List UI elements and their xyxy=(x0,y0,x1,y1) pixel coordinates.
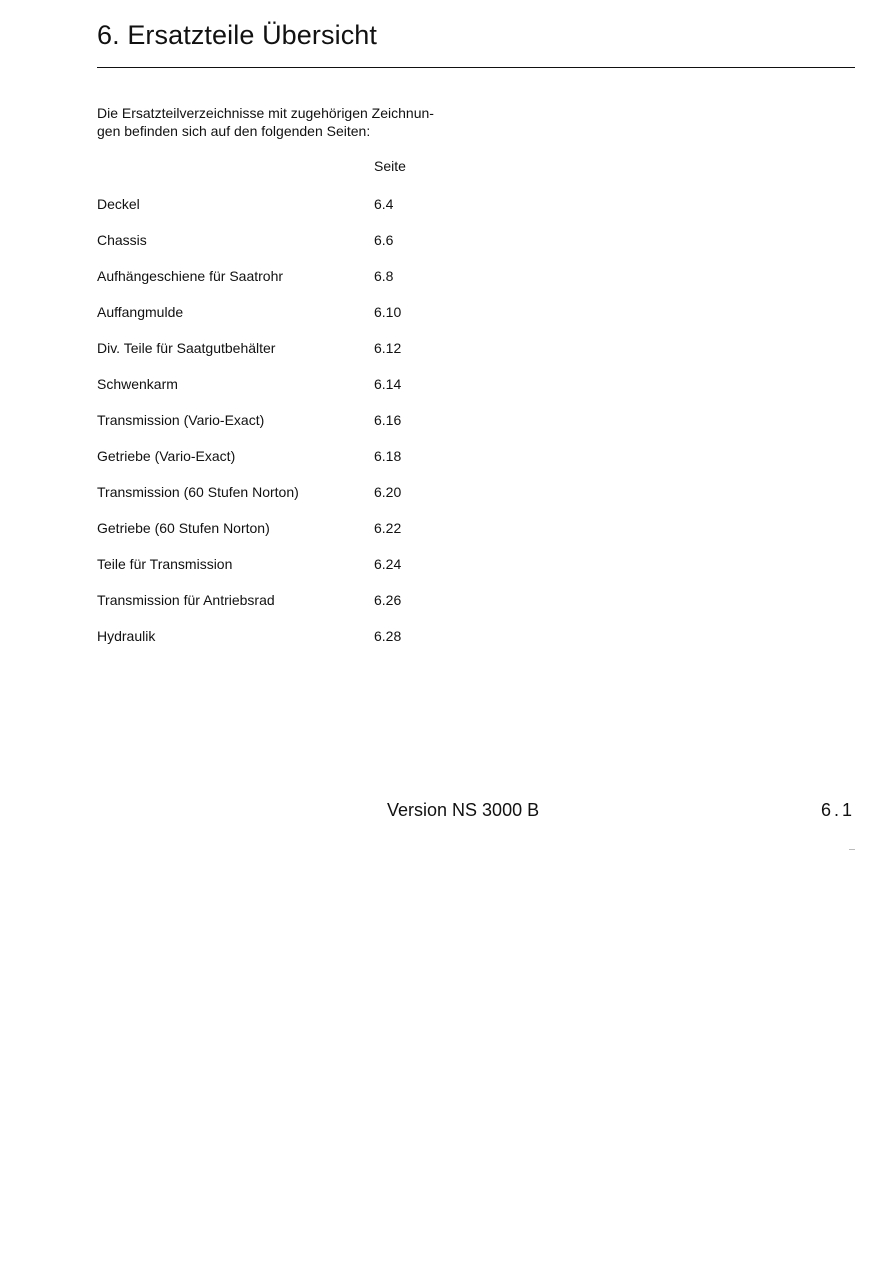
part-page-number: 6.26 xyxy=(374,592,402,608)
parts-row-aufhaengeschiene xyxy=(97,268,497,304)
parts-row-antriebsrad xyxy=(97,592,497,628)
parts-row-deckel xyxy=(97,196,497,232)
part-name: Hydraulik xyxy=(97,628,156,644)
intro-line-2: gen befinden sich auf den folgenden Seiten: xyxy=(97,123,371,139)
part-page-number: 6.24 xyxy=(374,556,402,572)
part-name: Teile für Transmission xyxy=(97,556,233,572)
parts-row-auffangmulde xyxy=(97,304,497,340)
part-page-number: 6.8 xyxy=(374,268,394,284)
part-name: Transmission (Vario-Exact) xyxy=(97,412,265,428)
part-page-number: 6.14 xyxy=(374,376,402,392)
part-page-number: 6.4 xyxy=(374,196,394,212)
part-name: Div. Teile für Saatgutbehälter xyxy=(97,340,276,356)
parts-row-schwenkarm xyxy=(97,376,497,412)
part-name: Getriebe (Vario-Exact) xyxy=(97,448,236,464)
part-page-number: 6.6 xyxy=(374,232,394,248)
part-page-number: 6.20 xyxy=(374,484,402,500)
parts-list xyxy=(97,196,497,664)
part-page-number: 6.10 xyxy=(374,304,402,320)
parts-row-getriebe-norton xyxy=(97,520,497,556)
part-name: Chassis xyxy=(97,232,147,248)
part-name: Aufhängeschiene für Saatrohr xyxy=(97,268,284,284)
part-name: Transmission für Antriebsrad xyxy=(97,592,275,608)
intro-line-1: Die Ersatzteilverzeichnisse mit zugehörigen Zeichnun- xyxy=(97,105,434,121)
part-name: Transmission (60 Stufen Norton) xyxy=(97,484,299,500)
page-title: 6. Ersatzteile Übersicht xyxy=(97,20,378,50)
intro-paragraph xyxy=(97,104,477,140)
footer-mark xyxy=(849,849,855,850)
parts-row-chassis xyxy=(97,232,497,268)
part-name: Deckel xyxy=(97,196,140,212)
part-page-number: 6.12 xyxy=(374,340,402,356)
parts-row-transmission-vario xyxy=(97,412,497,448)
parts-row-saatgutbehaelter xyxy=(97,340,497,376)
part-page-number: 6.22 xyxy=(374,520,402,536)
part-page-number: 6.16 xyxy=(374,412,402,428)
parts-row-getriebe-vario xyxy=(97,448,497,484)
part-page-number: 6.18 xyxy=(374,448,402,464)
footer-page-number: 6.1 xyxy=(820,800,855,820)
part-name: Auffangmulde xyxy=(97,304,184,320)
page-column-header: Seite xyxy=(374,158,406,174)
parts-row-teile-transmission xyxy=(97,556,497,592)
title-divider xyxy=(97,67,855,68)
part-name: Schwenkarm xyxy=(97,376,178,392)
parts-row-hydraulik xyxy=(97,628,497,664)
footer-version: Version NS 3000 B xyxy=(387,800,540,820)
parts-row-transmission-norton xyxy=(97,484,497,520)
part-name: Getriebe (60 Stufen Norton) xyxy=(97,520,270,536)
part-page-number: 6.28 xyxy=(374,628,402,644)
